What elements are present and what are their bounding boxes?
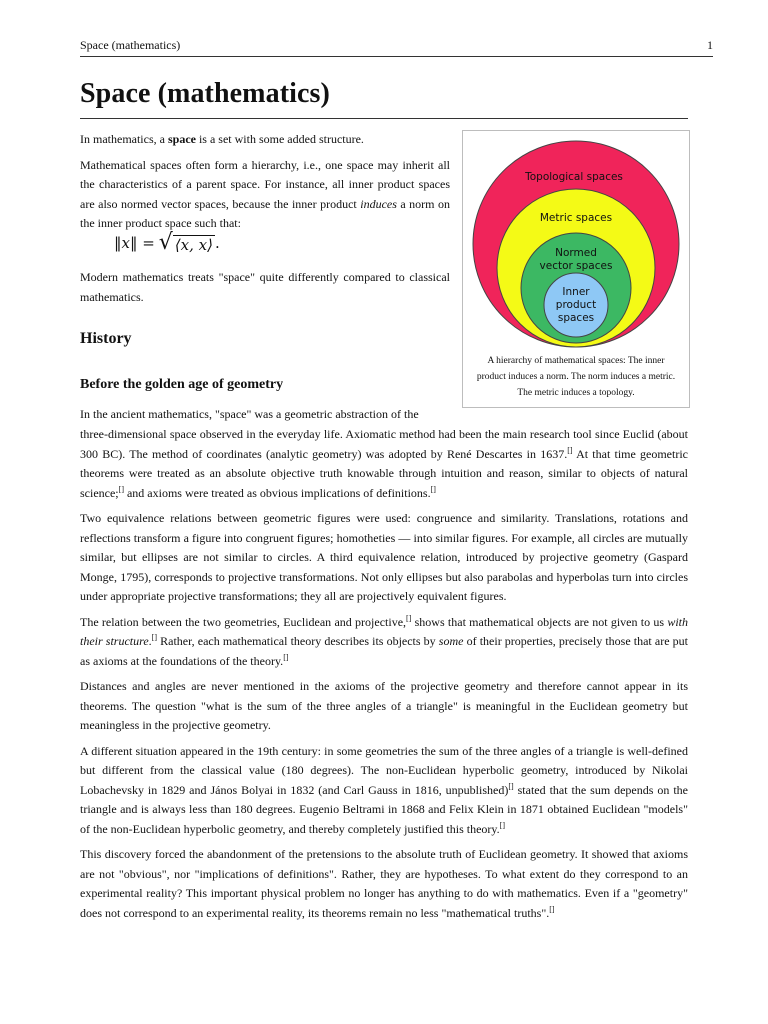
citation-ref[interactable]: [] [567, 445, 573, 455]
history-text: A different situation appeared in the 19th century: in some geometries the sum of the three angles of a triangle is well-defined but different from the classical value (180 degrees). The non-Euclidean hyperbolic geometry, introduced by Nikolai Lobachevsky in 1829 and János Bolyai in 1832 (and Carl Gauss in 1816, unpublished) [80, 743, 688, 797]
history-text: This discovery forced the abandonment of the pretensions to the absolute truth of Euclidean geometry. It showed that axioms are not "obvious", nor "implications of definitions". Rather, they are hypotheses. To what extent do they correspond to an experimental reality? This important physical problem no longer has anything to do with mathematics. Even if a "geometry" does not correspond to an experimental reality, its theorems remain no less "mathematical truths". [80, 847, 688, 920]
formula-period: . [215, 234, 220, 252]
history-paragraph-4: Distances and angles are never mentioned in the axioms of the projective geometry and therefore cannot appear in its theorems. The question "what is the sum of the three angles of a triangle" is meaningful in the Euclidean geometry but meaningless in the projective geometry. [80, 679, 688, 732]
history-body [80, 425, 688, 923]
label-inner-line-2: product [555, 299, 597, 311]
history-text: Rather, each mathematical theory describes its objects by [157, 634, 439, 648]
intro-text: Mathematical spaces often form a hierarchy, i.e., one space may inherit all the characteristics of a parent space. For instance, all inner product spaces are also normed vector spaces, because the inner product [80, 157, 450, 211]
history-paragraph-2: Two equivalence relations between geometric figures were used: congruence and similarity. Translations, rotations and reflections transform a figure into congruent figures; homotheties — into similar figures. For example, all circles are mutually similar, but ellipses are not similar to circles. A third equivalence relation, introduced by projective geometry (Gaspard Monge, 1795), corresponds to projective transformations. Not only ellipses but also parabolas and hyperbolas turn into circles under appropriate projective transformations; they all are projectively equivalent figures. [80, 511, 688, 603]
intro-paragraph-2 [80, 156, 450, 234]
label-topological: Topological spaces [525, 171, 623, 183]
intro-section [80, 130, 450, 234]
radical-sign-icon: √ [158, 230, 173, 255]
intro-text: In mathematics, a [80, 132, 168, 146]
citation-ref[interactable]: [] [430, 484, 436, 494]
norm-formula [114, 232, 220, 254]
citation-ref[interactable]: [] [508, 781, 514, 791]
history-text: three-dimensional space observed in the everyday life. Axiomatic method had been the main research tool since Euclid (about 300 BC). The method of coordinates (analytic geometry) was adopted by René Descartes in 1637. [80, 427, 688, 461]
label-inner-line-1: Inner [562, 286, 590, 298]
history-paragraph-6 [80, 845, 688, 923]
history-paragraph-1-line-1: In the ancient mathematics, "space" was a geometric abstraction of the [80, 407, 419, 421]
citation-ref[interactable]: [] [151, 633, 157, 642]
history-text: stated that the sum depends on the triangle and is always less than 180 degrees. Eugenio Beltrami in 1868 and Felix Klein in 1871 obtained Euclidean "models" of the non-Euclidean hyperbolic geometry, and thereby completely justified this theory. [80, 782, 688, 836]
section-heading-history: History [80, 330, 132, 347]
history-paragraph-1 [80, 425, 688, 503]
space-hierarchy-figure [462, 130, 690, 408]
intro-text: is a set with some added structure. [195, 132, 364, 146]
figure-caption: A hierarchy of mathematical spaces: The inner product induces a norm. The norm induces a metric. The metric induces a topology. [476, 356, 676, 398]
history-text: . [148, 634, 152, 648]
history-text: shows that mathematical objects are not given to us [411, 614, 668, 629]
label-normed-line-2: vector spaces [539, 260, 613, 272]
intro-paragraph-1 [80, 130, 450, 150]
page-title: Space (mathematics) [80, 78, 330, 109]
history-text: At that time geometric theorems were treated as an absolute objective truth knowable through intuition and reason, similar to objects of natural science; [80, 446, 688, 500]
citation-ref[interactable]: [] [549, 904, 555, 914]
running-header [80, 38, 713, 53]
intro-paragraph-3: Modern mathematics treats "space" quite differently compared to classical mathematics. [80, 270, 450, 304]
history-text: of their properties, precisely those that are put as axioms at the foundations of the theory. [80, 634, 688, 668]
emphasis-some: some [438, 634, 464, 648]
citation-ref[interactable]: [] [499, 820, 505, 830]
intro-text: a norm on the inner product space such that: [80, 196, 450, 230]
square-root [159, 232, 215, 254]
term-induces: induces [360, 196, 397, 211]
formula-radicand: ⟨x, x⟩ [174, 236, 213, 254]
citation-ref[interactable]: [] [283, 652, 289, 662]
history-text: The relation between the two geometries, Euclidean and projective, [80, 614, 407, 629]
term-space: space [167, 132, 196, 146]
header-divider [80, 56, 713, 57]
label-inner-line-3: spaces [557, 312, 595, 324]
history-text: and axioms were treated as obvious implications of definitions. [123, 485, 431, 500]
page-number: 1 [707, 38, 713, 52]
title-divider [80, 118, 688, 119]
subsection-heading-golden-age: Before the golden age of geometry [80, 377, 284, 392]
emphasis-with-their-structure: with their structure [80, 614, 688, 648]
running-title: Space (mathematics) [80, 38, 181, 52]
citation-ref[interactable]: [] [406, 613, 412, 623]
intro-paragraph-3-wrap [80, 268, 450, 307]
citation-ref[interactable]: [] [118, 484, 124, 494]
label-normed-line-1: Normed [555, 247, 597, 259]
label-metric: Metric spaces [539, 212, 613, 224]
formula-lhs: ‖x‖ = [114, 234, 155, 252]
hierarchy-diagram [463, 131, 689, 353]
history-paragraph-3 [80, 613, 688, 672]
history-p1-first-line [80, 405, 450, 425]
history-paragraph-5 [80, 742, 688, 840]
